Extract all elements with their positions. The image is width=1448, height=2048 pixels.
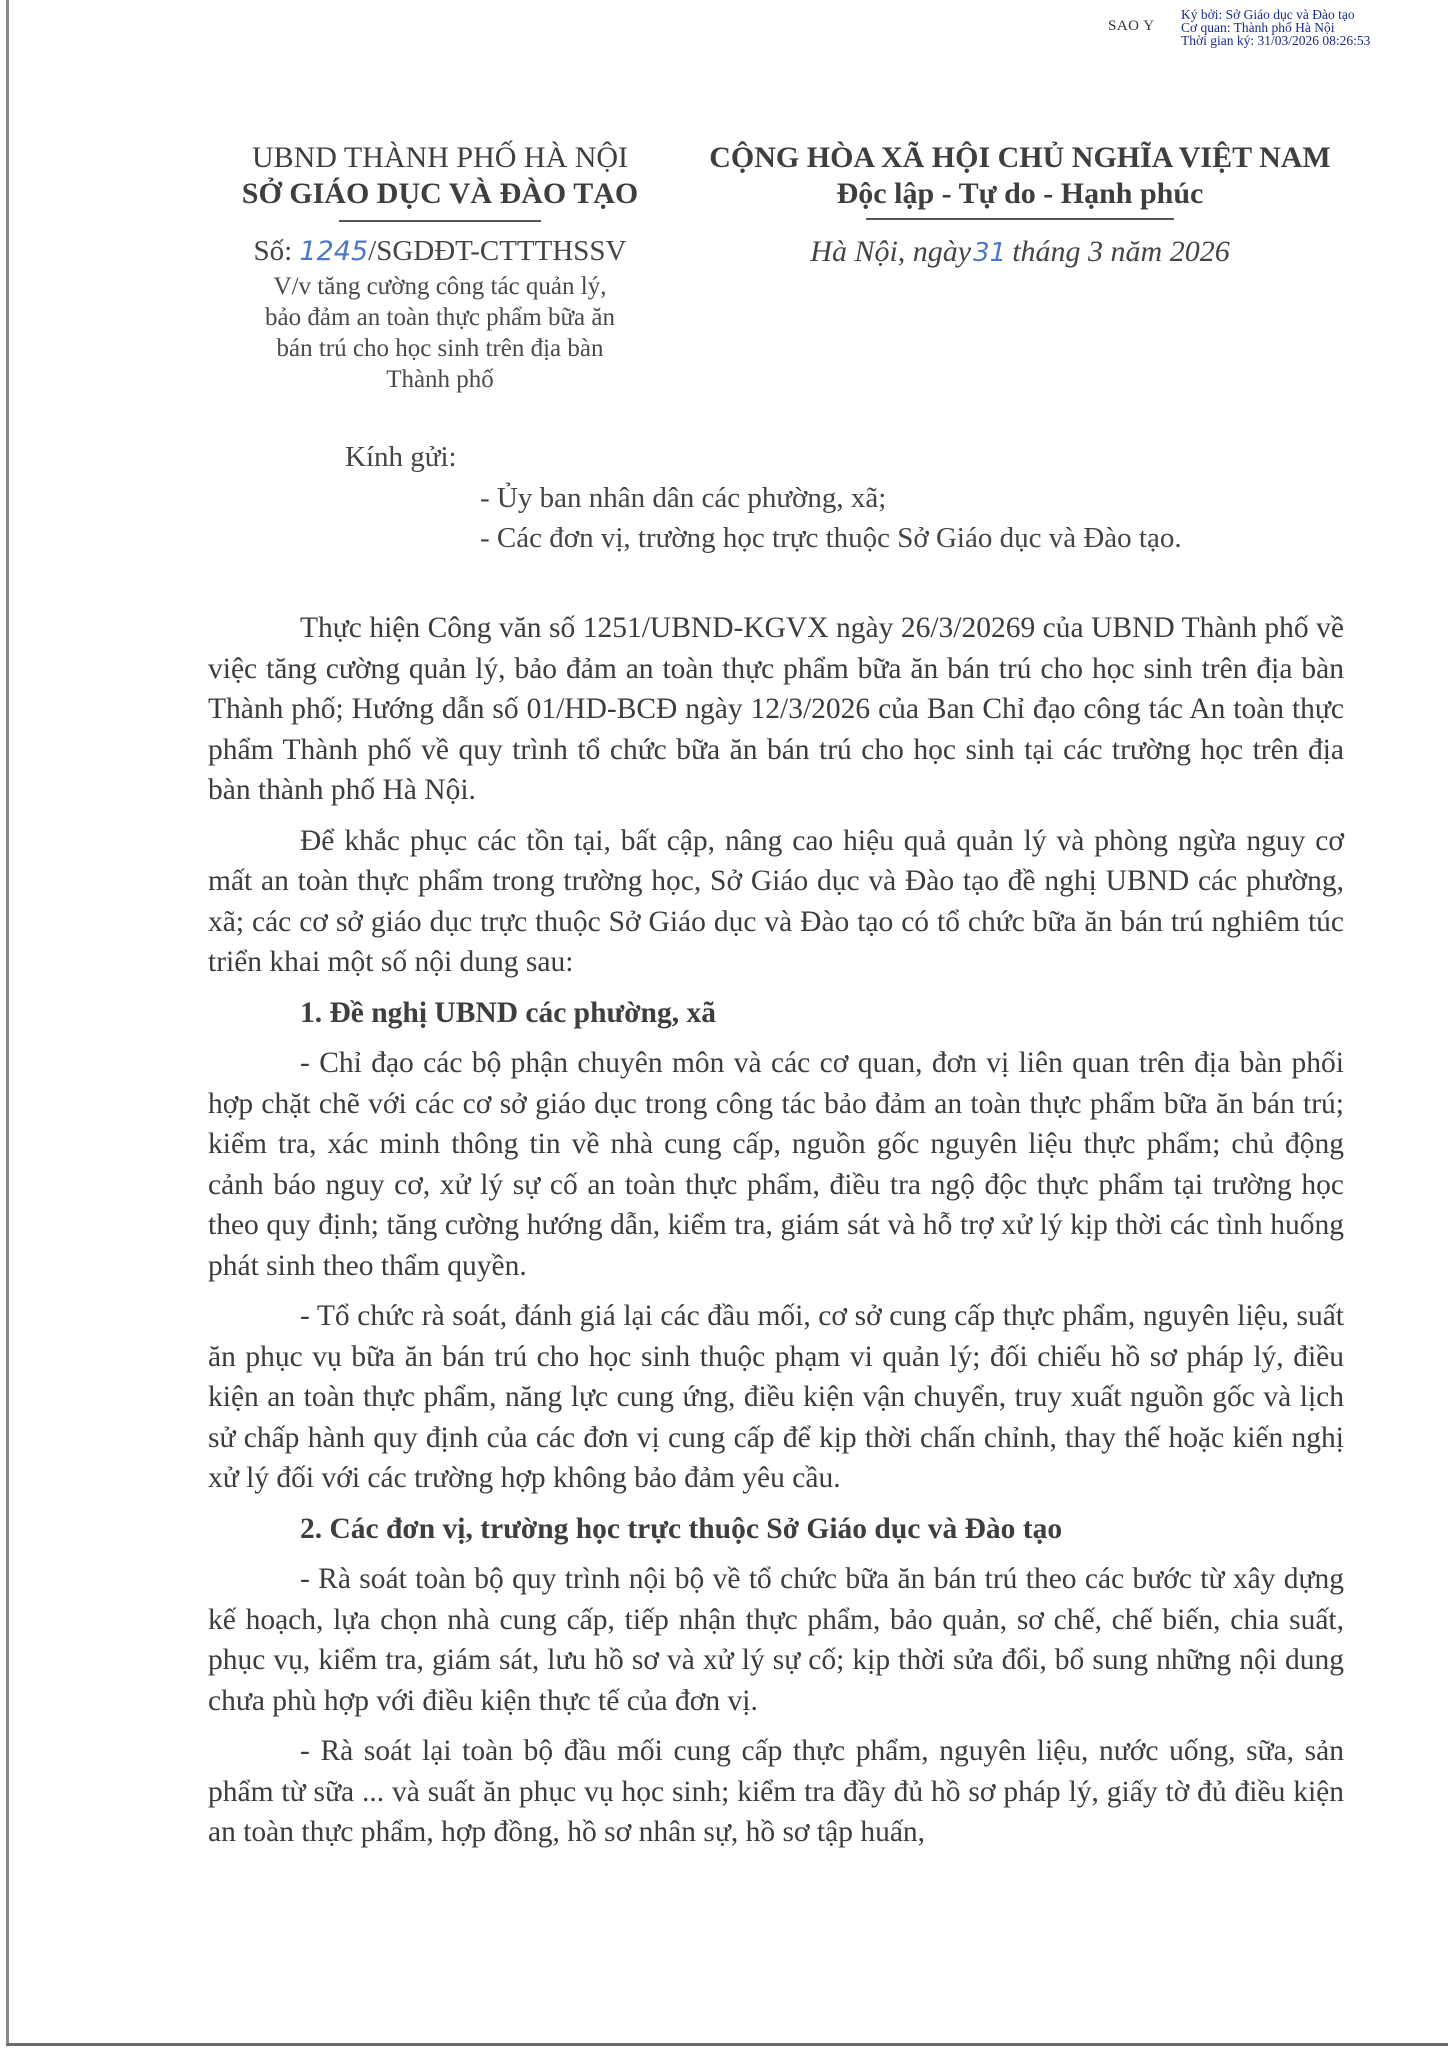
national-header bbox=[670, 140, 1370, 271]
date-day-handwritten: 31 bbox=[973, 238, 1007, 268]
national-title: CỘNG HÒA XÃ HỘI CHỦ NGHĨA VIỆT NAM bbox=[709, 141, 1331, 174]
signature-agency: Cơ quan: Thành phố Hà Nội bbox=[1181, 20, 1335, 35]
section-heading: 1. Đề nghị UBND các phường, xã bbox=[300, 996, 716, 1029]
date-prefix: Hà Nội, ngày bbox=[810, 235, 972, 268]
document-subject bbox=[220, 271, 660, 395]
signature-signed-by: Ký bởi: Sở Giáo dục và Đào tạo bbox=[1181, 7, 1355, 22]
date-suffix: tháng 3 năm 2026 bbox=[1012, 235, 1230, 268]
scan-border-left bbox=[6, 0, 9, 2046]
recipient-item: - Ủy ban nhân dân các phường, xã; bbox=[480, 482, 887, 514]
document-number-suffix: /SGDĐT-CTTTHSSV bbox=[368, 235, 627, 267]
parent-organization: UBND THÀNH PHỐ HÀ NỘI bbox=[251, 141, 629, 174]
issuer-header bbox=[220, 140, 660, 395]
subject-line: bảo đảm an toàn thực phẩm bữa ăn bbox=[265, 304, 615, 331]
issuer-underline bbox=[339, 220, 541, 222]
national-motto: Độc lập - Tự do - Hạnh phúc bbox=[836, 177, 1204, 210]
digital-signature-block bbox=[1181, 8, 1370, 47]
issuing-organization: SỞ GIÁO DỤC VÀ ĐÀO TẠO bbox=[241, 177, 639, 210]
subject-line: V/v tăng cường công tác quản lý, bbox=[273, 273, 607, 300]
subject-line: Thành phố bbox=[386, 366, 494, 393]
motto-underline bbox=[866, 218, 1174, 220]
issue-date bbox=[670, 234, 1370, 271]
document-body bbox=[208, 608, 1344, 1863]
section-heading: 2. Các đơn vị, trường học trực thuộc Sở Giáo dục và Đào tạo bbox=[300, 1512, 1063, 1545]
scan-border-bottom bbox=[6, 2043, 1448, 2046]
signature-time: Thời gian ký: 31/03/2026 08:26:53 bbox=[1181, 33, 1371, 48]
copy-stamp-label: SAO Y bbox=[1108, 18, 1155, 34]
document-number-handwritten: 1245 bbox=[299, 236, 369, 267]
recipient-item: - Các đơn vị, trường học trực thuộc Sở Giáo dục và Đào tạo. bbox=[480, 522, 1182, 554]
body-paragraph: - Tổ chức rà soát, đánh giá lại các đầu mối, cơ sở cung cấp thực phẩm, nguyên liệu, suất ăn phục vụ bữa ăn bán trú cho học sinh thuộc phạm vi quản lý; đối chiếu hồ sơ pháp lý, điều kiện an toàn thực phẩm, năng lực cung ứng, điều kiện vận chuyển, truy xuất nguồn gốc và lịch sử chấp hành quy định của các đơn vị cung cấp để kịp thời chấn chỉnh, thay thế hoặc kiến nghị xử lý đối với các trường hợp không bảo đảm yêu cầu. bbox=[208, 1300, 1344, 1494]
subject-line: bán trú cho học sinh trên địa bàn bbox=[276, 335, 604, 362]
body-paragraph: Để khắc phục các tồn tại, bất cập, nâng cao hiệu quả quản lý và phòng ngừa nguy cơ mất an toàn thực phẩm trong trường học, Sở Giáo dục và Đào tạo đề nghị UBND các phường, xã; các cơ sở giáo dục trực thuộc Sở Giáo dục và Đào tạo có tổ chức bữa ăn bán trú nghiêm túc triển khai một số nội dung sau: bbox=[208, 824, 1344, 978]
recipient-list bbox=[480, 478, 1182, 558]
document-number-prefix: Số: bbox=[253, 235, 293, 267]
body-paragraph: Thực hiện Công văn số 1251/UBND-KGVX ngày 26/3/20269 của UBND Thành phố về việc tăng cường quản lý, bảo đảm an toàn thực phẩm bữa ăn bán trú cho học sinh trên địa bàn Thành phố; Hướng dẫn số 01/HD-BCĐ ngày 12/3/2026 của Ban Chỉ đạo công tác An toàn thực phẩm Thành phố về quy trình tổ chức bữa ăn bán trú cho học sinh tại các trường học trên địa bàn thành phố Hà Nội. bbox=[208, 612, 1344, 806]
body-paragraph: - Rà soát lại toàn bộ đầu mối cung cấp thực phẩm, nguyên liệu, nước uống, sữa, sản phẩm từ sữa ... và suất ăn phục vụ học sinh; kiểm tra đầy đủ hồ sơ pháp lý, giấy tờ đủ điều kiện an toàn thực phẩm, hợp đồng, hồ sơ nhân sự, hồ sơ tập huấn, bbox=[208, 1735, 1344, 1848]
greeting: Kính gửi: bbox=[345, 441, 457, 473]
body-paragraph: - Rà soát toàn bộ quy trình nội bộ về tổ chức bữa ăn bán trú theo các bước từ xây dựng kế hoạch, lựa chọn nhà cung cấp, tiếp nhận thực phẩm, bảo quản, sơ chế, chế biến, chia suất, phục vụ, kiểm tra, giám sát, lưu hồ sơ và xử lý sự cố; kịp thời sửa đổi, bổ sung những nội dung chưa phù hợp với điều kiện thực tế của đơn vị. bbox=[208, 1563, 1344, 1717]
document-number bbox=[220, 234, 660, 269]
body-paragraph: - Chỉ đạo các bộ phận chuyên môn và các cơ quan, đơn vị liên quan trên địa bàn phối hợp chặt chẽ với các cơ sở giáo dục trong công tác bảo đảm an toàn thực phẩm bữa ăn bán trú; kiểm tra, xác minh thông tin về nhà cung cấp, nguồn gốc nguyên liệu thực phẩm; chủ động cảnh báo nguy cơ, xử lý sự cố an toàn thực phẩm, điều tra ngộ độc thực phẩm tại trường học theo quy định; tăng cường hướng dẫn, kiểm tra, giám sát và hỗ trợ xử lý kịp thời các tình huống phát sinh theo thẩm quyền. bbox=[208, 1047, 1344, 1282]
